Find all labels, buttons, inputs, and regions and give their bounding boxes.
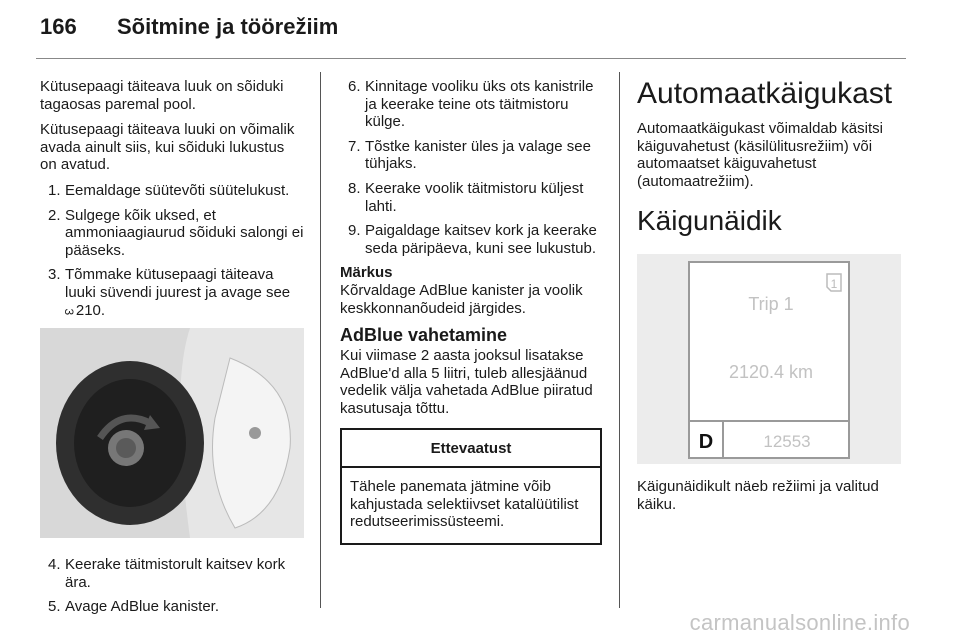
list-item: 4. Keerake täitmistorult kaitsev kork ära. [48, 556, 286, 591]
gear-letter: D [698, 431, 714, 454]
section-heading: Automaatkäigukast [637, 77, 893, 110]
list-item: 3. Tõmmake kütusepaagi täiteava luuki süvendi juurest ja avage see 3 210. [48, 266, 291, 319]
trip-label: Trip 1 [748, 294, 794, 315]
caption: Käigunäidikult näeb režiimi ja valitud käiku. [637, 478, 879, 513]
column-2 [340, 78, 602, 545]
paragraph: Automaatkäigukast võimaldab käsitsi käiguvahetust (käsilülitusrežiim) või automaatset käiguvahetust (automaatrežiim). [637, 120, 883, 190]
page-header [0, 0, 960, 60]
list-item: 7. Tõstke kanister üles ja valage see tühjaks. [348, 137, 591, 173]
list-item: 9. Paigaldage kaitsev kork ja keerake seda päripäeva, kuni see lukustub. [348, 222, 597, 257]
fuel-flap-photo [40, 328, 304, 538]
column-divider-2 [619, 72, 620, 608]
fuel-flap-illustration [40, 328, 304, 538]
paragraph: Kütusepaagi täiteava luuki on võimalik avada ainult siis, kui sõiduki lukustus on avatud. [40, 121, 295, 174]
page-ref-link[interactable]: 210. [75, 301, 106, 319]
column-3 [637, 78, 917, 522]
note-title: Märkus [340, 264, 393, 282]
steps-list [40, 182, 304, 320]
column-divider-1 [320, 72, 321, 608]
page-icon-number: 1 [830, 277, 838, 292]
column-1 [40, 78, 304, 623]
driver-info-display [637, 254, 901, 464]
warning-text: Tähele panemata jätmine võib kahjustada selektiivset katalüütilist redutseerimissüsteemi. [350, 478, 579, 531]
list-item: 5. Avage AdBlue kanister. [48, 598, 219, 616]
steps-list-continued [40, 556, 304, 616]
section-heading-2: Käigunäidik [637, 205, 782, 237]
list-item: 1. Eemaldage süütevõti süütelukust. [48, 181, 290, 199]
odometer: 12553 [763, 432, 811, 452]
note-text: Kõrvaldage AdBlue kanister ja voolik keskkonnanõudeid järgides. [340, 281, 583, 317]
paragraph: Kütusepaagi täiteava luuk on sõiduki tagaosas paremal pool. [40, 78, 284, 113]
trip-distance: 2120.4 km [728, 362, 814, 383]
header-rule [36, 58, 906, 59]
watermark: carmanualsonline.info [689, 610, 910, 635]
warning-box [340, 428, 602, 545]
chapter-title: Sõitmine ja töörežiim [117, 14, 339, 39]
warning-title: Ettevaatust [342, 430, 600, 469]
gear-indicator-display [637, 254, 901, 464]
paragraph: Kui viimase 2 aasta jooksul lisatakse AdBlue'd alla 5 liitri, tuleb allesjäänud vedelik välja vahetada AdBlue piiratud kasutusaja tõttu. [340, 347, 593, 417]
page-number: 166 [40, 14, 77, 39]
section-subheading: AdBlue vahetamine [340, 325, 508, 346]
list-item: 6. Kinnitage vooliku üks ots kanistrile ja keerake teine ots täitmistoru külge. [348, 78, 594, 131]
list-item: 8. Keerake voolik täitmistoru küljest lahti. [348, 179, 584, 215]
list-item: 2. Sulgege kõik uksed, et ammoniaagiaurud sõiduki salongi ei pääseks. [48, 206, 304, 259]
steps-list [340, 78, 602, 257]
page-ref-arrow-icon[interactable]: 3 [62, 307, 77, 315]
